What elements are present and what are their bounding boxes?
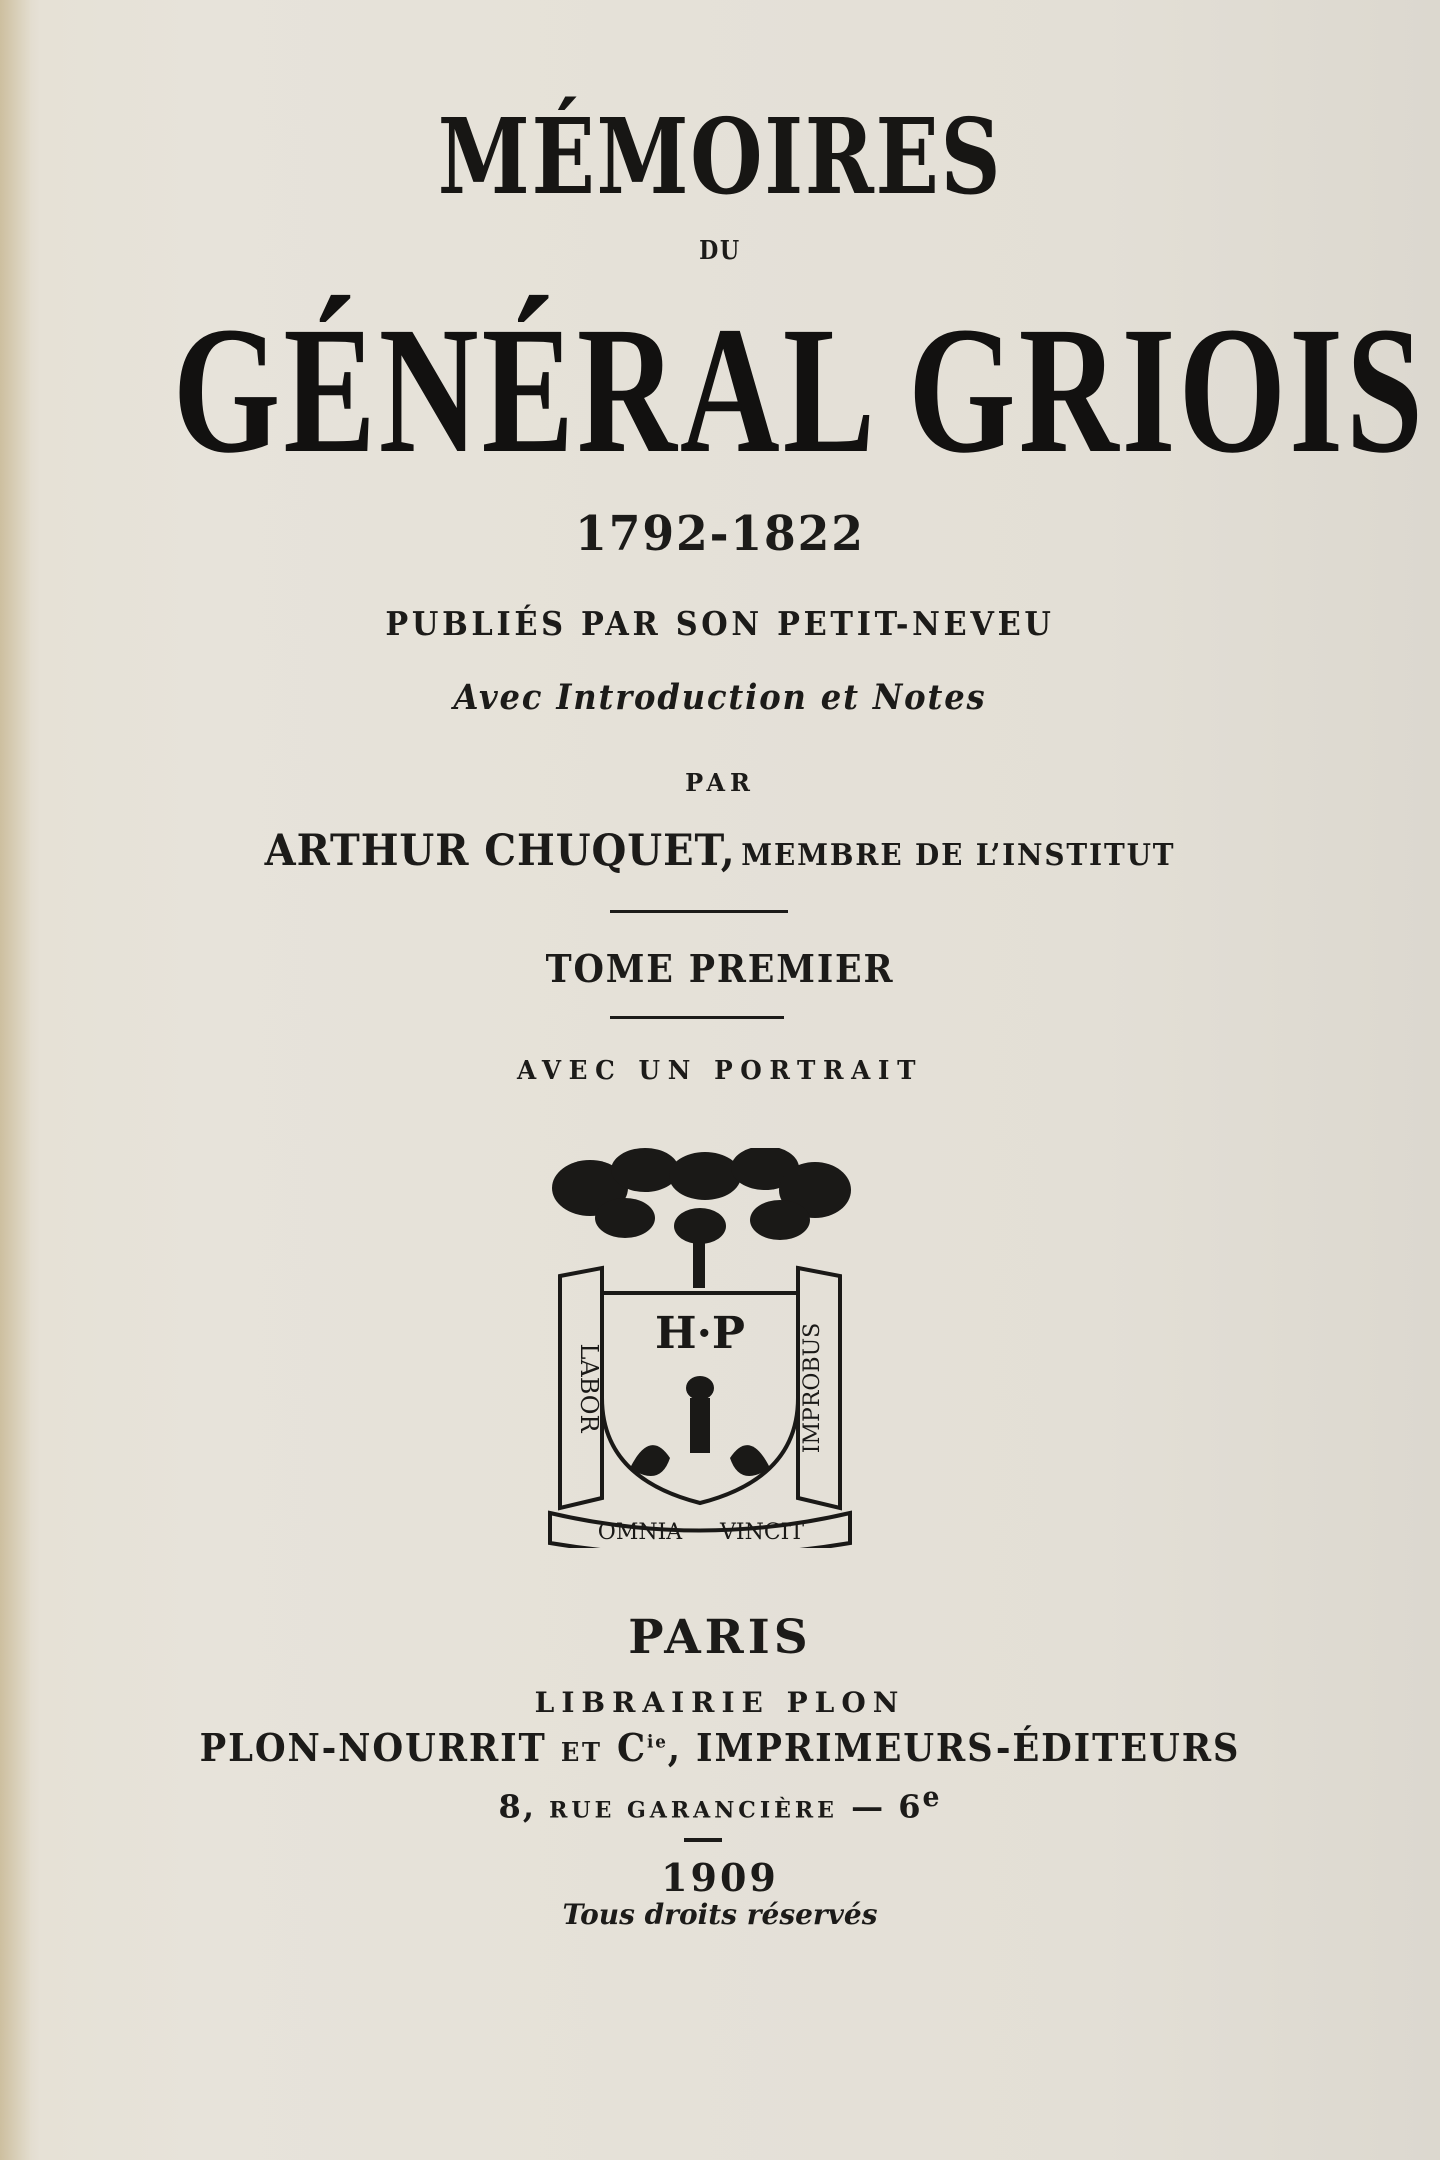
by-label: PAR	[685, 768, 755, 797]
title-main: MÉMOIRES	[437, 95, 1003, 218]
title-dates: 1792-1822	[575, 506, 865, 562]
volume-label: TOME PREMIER	[545, 946, 895, 991]
address-street: RUE GARANCIÈRE	[549, 1797, 838, 1824]
imprint-publisher: LIBRAIRIE PLON	[534, 1686, 906, 1719]
divider-rule	[610, 910, 788, 913]
address-number: 8,	[498, 1787, 536, 1826]
title-name: GÉNÉRAL GRIOIS	[172, 290, 1427, 491]
imprint-city: PARIS	[628, 1610, 812, 1665]
title-connector: DU	[699, 236, 741, 266]
imprint-address	[0, 1782, 1440, 1826]
address-arrondissement: — 6	[851, 1787, 923, 1826]
author-line	[50, 826, 1389, 876]
firm-name: PLON-NOURRIT	[199, 1725, 547, 1770]
book-gutter	[0, 0, 30, 2160]
imprint-firm	[50, 1725, 1389, 1770]
divider-rule	[610, 1016, 784, 1019]
imprint-year: 1909	[661, 1855, 779, 1900]
firm-role: , IMPRIMEURS-ÉDITEURS	[667, 1725, 1241, 1770]
firm-c: C	[617, 1725, 647, 1770]
author-name: ARTHUR CHUQUET,	[264, 826, 736, 876]
firm-ie: ie	[646, 1731, 668, 1753]
divider-rule	[684, 1838, 722, 1842]
emblem-monogram: H·P	[655, 1308, 745, 1359]
emblem-motto-bottom-left: OMNIA	[597, 1520, 683, 1545]
portrait-note: AVEC UN PORTRAIT	[516, 1056, 924, 1086]
firm-et: ET	[560, 1738, 603, 1768]
author-title: MEMBRE DE L’INSTITUT	[741, 838, 1176, 873]
emblem-motto-left: LABOR	[575, 1343, 603, 1433]
with-notes: Avec Introduction et Notes	[453, 677, 987, 718]
printer-device-emblem	[530, 1148, 870, 1548]
rights-notice: Tous droits réservés	[562, 1898, 878, 1931]
emblem-motto-bottom-right: VINCIT	[719, 1520, 805, 1545]
address-arr-sup: e	[922, 1782, 942, 1813]
published-by: PUBLIÉS PAR SON PETIT-NEVEU	[385, 604, 1055, 643]
emblem-motto-right: IMPROBUS	[800, 1322, 825, 1454]
